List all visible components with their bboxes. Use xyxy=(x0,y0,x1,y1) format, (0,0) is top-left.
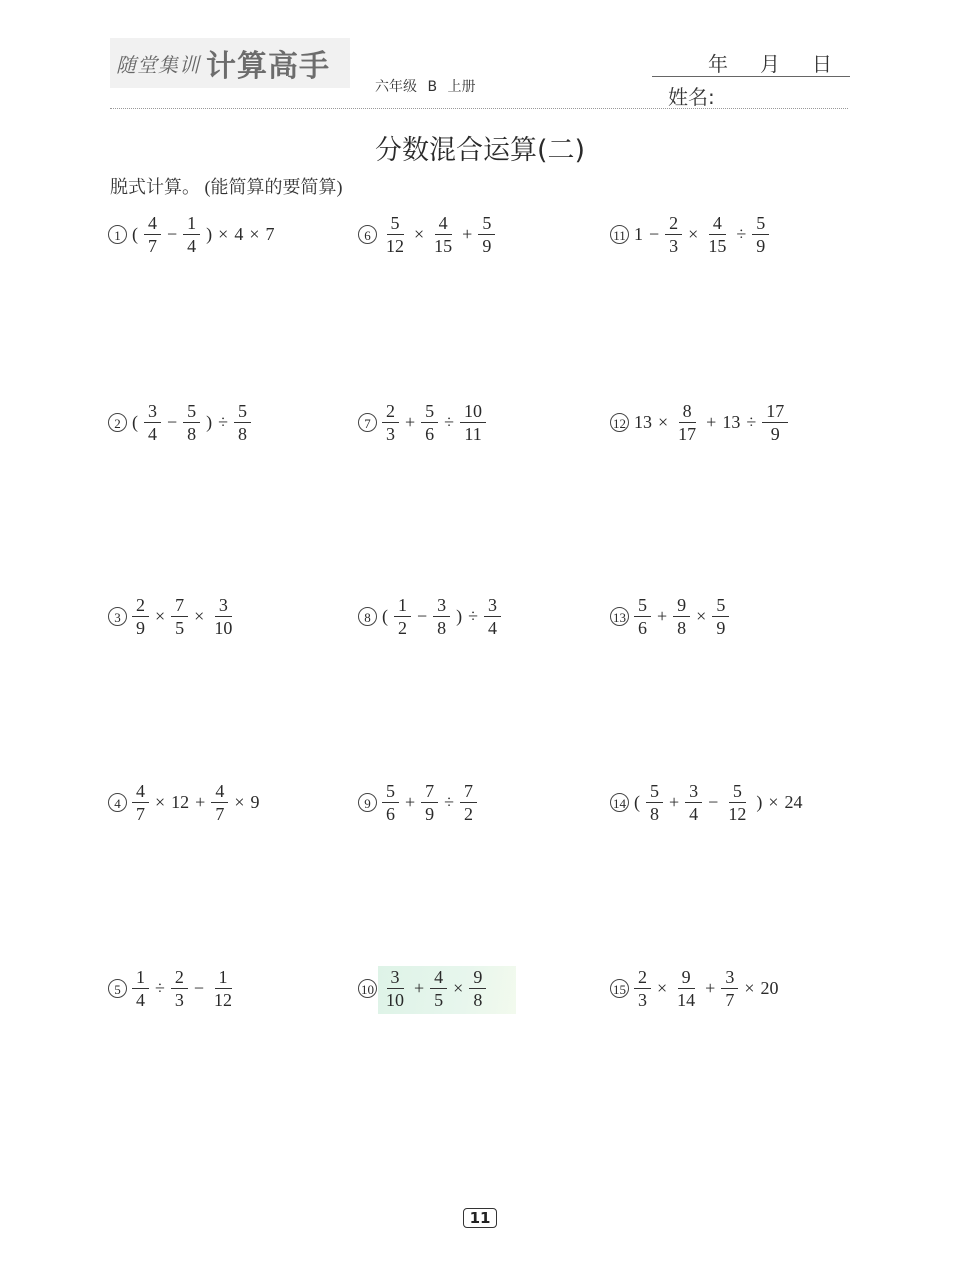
problem-number: 15 xyxy=(610,979,629,998)
numerator: 5 xyxy=(712,596,729,617)
numerator: 2 xyxy=(132,596,149,617)
problem-4 xyxy=(108,782,262,823)
numerator: 1 xyxy=(183,214,200,235)
fraction xyxy=(484,596,501,637)
operator: ( xyxy=(382,606,388,626)
numerator: 3 xyxy=(144,402,161,423)
operator: + xyxy=(706,412,717,432)
numerator: 3 xyxy=(484,596,501,617)
operator: + xyxy=(405,792,416,812)
numerator: 5 xyxy=(387,214,404,235)
operator: × xyxy=(688,224,699,244)
numerator: 3 xyxy=(215,596,232,617)
operator: + xyxy=(405,412,416,432)
fraction xyxy=(646,782,663,823)
operator: ( xyxy=(132,412,138,432)
problem-number: 3 xyxy=(108,607,127,626)
operator: + xyxy=(669,792,680,812)
numerator: 4 xyxy=(211,782,228,803)
operator: − xyxy=(167,412,178,432)
numerator: 9 xyxy=(673,596,690,617)
problem-7 xyxy=(358,402,489,443)
denominator: 4 xyxy=(689,804,699,824)
numerator: 3 xyxy=(685,782,702,803)
numerator: 2 xyxy=(171,968,188,989)
operator: ( xyxy=(634,792,640,812)
operator: ÷ xyxy=(444,792,455,812)
numerator: 5 xyxy=(421,402,438,423)
fraction xyxy=(469,968,486,1009)
denominator: 12 xyxy=(386,236,404,256)
integer: 4 xyxy=(234,224,244,244)
denominator: 8 xyxy=(187,424,197,444)
operator: − xyxy=(417,606,428,626)
fraction xyxy=(724,782,750,823)
fraction xyxy=(171,968,188,1009)
numerator: 5 xyxy=(752,214,769,235)
operator: × xyxy=(658,412,669,432)
denominator: 12 xyxy=(214,990,233,1010)
numerator: 10 xyxy=(460,402,486,423)
fraction xyxy=(673,968,699,1009)
page-title: 分数混合运算(二) xyxy=(374,135,586,166)
problem-10 xyxy=(358,968,489,1009)
denominator: 14 xyxy=(677,990,696,1010)
fraction xyxy=(460,782,477,823)
fraction xyxy=(183,214,200,255)
fraction xyxy=(394,596,411,637)
operator: + xyxy=(414,978,425,998)
grade-label: 六年级 B 上册 xyxy=(375,79,476,95)
denominator: 9 xyxy=(482,236,492,256)
fraction xyxy=(430,214,456,255)
operator: × xyxy=(234,792,245,812)
problem-8 xyxy=(358,596,504,637)
denominator: 3 xyxy=(386,424,395,444)
denominator: 7 xyxy=(148,236,157,256)
denominator: 7 xyxy=(725,990,735,1010)
fraction xyxy=(673,596,690,637)
fraction xyxy=(421,402,438,443)
numerator: 4 xyxy=(144,214,161,235)
fraction xyxy=(382,402,399,443)
numerator: 5 xyxy=(234,402,251,423)
problem-14 xyxy=(610,782,805,823)
series-subtitle: 随堂集训 xyxy=(116,52,200,77)
operator: ÷ xyxy=(218,412,229,432)
problem-number: 4 xyxy=(108,793,127,812)
operator: × xyxy=(155,606,166,626)
operator: × xyxy=(744,978,755,998)
fraction xyxy=(460,402,486,443)
operator: + xyxy=(195,792,206,812)
denominator: 4 xyxy=(187,236,197,256)
operator: × xyxy=(218,224,229,244)
month-label: 月 xyxy=(760,52,780,76)
numerator: 8 xyxy=(679,402,696,423)
operator: ÷ xyxy=(736,224,747,244)
denominator: 4 xyxy=(488,618,498,638)
denominator: 3 xyxy=(174,990,184,1010)
operator: × xyxy=(696,606,707,626)
numerator: 4 xyxy=(132,782,149,803)
denominator: 7 xyxy=(136,804,145,824)
denominator: 6 xyxy=(638,618,647,638)
fraction xyxy=(132,968,149,1009)
fraction xyxy=(210,968,236,1009)
problem-number: 9 xyxy=(358,793,377,812)
fraction xyxy=(665,214,682,255)
operator: ) xyxy=(206,412,213,432)
fraction xyxy=(762,402,788,443)
problem-number: 8 xyxy=(358,607,377,626)
fraction xyxy=(382,782,399,823)
numerator: 1 xyxy=(215,968,232,989)
numerator: 5 xyxy=(646,782,663,803)
problem-number: 10 xyxy=(358,979,377,998)
numerator: 3 xyxy=(433,596,450,617)
denominator: 15 xyxy=(708,236,727,256)
denominator: 8 xyxy=(677,618,687,638)
fraction xyxy=(478,214,495,255)
operator: − xyxy=(193,978,205,998)
problem-9 xyxy=(358,782,480,823)
operator: ) xyxy=(756,792,763,812)
operator: + xyxy=(657,606,668,626)
denominator: 8 xyxy=(473,990,483,1010)
integer: 13 xyxy=(634,412,652,432)
denominator: 9 xyxy=(136,618,145,638)
operator: − xyxy=(708,792,719,812)
problem-number: 11 xyxy=(610,225,629,244)
integer: 13 xyxy=(722,412,741,432)
numerator: 5 xyxy=(382,782,399,803)
numerator: 1 xyxy=(394,596,411,617)
operator: − xyxy=(649,224,660,244)
numerator: 2 xyxy=(634,968,651,989)
denominator: 12 xyxy=(728,804,747,824)
date-field xyxy=(652,48,850,77)
denominator: 8 xyxy=(238,424,248,444)
operator: − xyxy=(167,224,178,244)
numerator: 4 xyxy=(709,214,726,235)
fraction xyxy=(132,782,149,823)
header-divider xyxy=(110,108,848,109)
fraction xyxy=(210,596,236,637)
numerator: 17 xyxy=(762,402,788,423)
denominator: 10 xyxy=(214,618,233,638)
operator: ) xyxy=(456,606,463,626)
operator: × xyxy=(155,792,166,812)
problem-number: 7 xyxy=(358,413,377,432)
fraction xyxy=(234,402,251,443)
problem-2 xyxy=(108,402,254,443)
denominator: 8 xyxy=(437,618,447,638)
fraction xyxy=(382,968,408,1009)
fraction xyxy=(704,214,730,255)
problem-3 xyxy=(108,596,239,637)
name-field-label: 姓名: xyxy=(668,85,715,109)
fraction xyxy=(421,782,438,823)
numerator: 4 xyxy=(435,214,452,235)
numerator: 4 xyxy=(430,968,447,989)
problem-number: 6 xyxy=(358,225,377,244)
fraction xyxy=(430,968,447,1009)
integer: 24 xyxy=(784,792,803,812)
integer: 12 xyxy=(171,792,190,812)
numerator: 9 xyxy=(678,968,695,989)
operator: × xyxy=(249,224,260,244)
denominator: 10 xyxy=(386,990,404,1010)
fraction xyxy=(183,402,200,443)
series-logo xyxy=(110,38,350,88)
denominator: 9 xyxy=(716,618,726,638)
fraction xyxy=(171,596,188,637)
integer: 20 xyxy=(760,978,779,998)
numerator: 2 xyxy=(665,214,682,235)
instruction-text: 脱式计算。 (能简算的要简算) xyxy=(110,177,343,197)
problem-number: 14 xyxy=(610,793,629,812)
denominator: 6 xyxy=(425,424,435,444)
operator: ( xyxy=(132,224,138,244)
denominator: 8 xyxy=(650,804,659,824)
numerator: 7 xyxy=(421,782,438,803)
fraction xyxy=(752,214,769,255)
integer: 1 xyxy=(634,224,643,244)
fraction xyxy=(674,402,700,443)
fraction xyxy=(433,596,450,637)
fraction xyxy=(211,782,228,823)
fraction xyxy=(634,596,651,637)
operator: ÷ xyxy=(468,606,479,626)
denominator: 4 xyxy=(148,424,157,444)
operator: × xyxy=(453,978,464,998)
denominator: 9 xyxy=(756,236,766,256)
denominator: 2 xyxy=(464,804,474,824)
numerator: 5 xyxy=(478,214,495,235)
problem-12 xyxy=(610,402,791,443)
problem-number: 13 xyxy=(610,607,629,626)
series-title: 计算高手 xyxy=(206,49,330,84)
year-label: 年 xyxy=(708,52,728,76)
denominator: 17 xyxy=(678,424,697,444)
numerator: 5 xyxy=(729,782,746,803)
problem-1 xyxy=(108,214,277,255)
numerator: 3 xyxy=(387,968,404,989)
operator: + xyxy=(705,978,716,998)
operator: × xyxy=(194,606,205,626)
operator: ) xyxy=(206,224,213,244)
problem-number: 1 xyxy=(108,225,127,244)
numerator: 5 xyxy=(183,402,200,423)
denominator: 5 xyxy=(434,990,444,1010)
problem-5 xyxy=(108,968,239,1009)
problem-number: 5 xyxy=(108,979,127,998)
problem-6 xyxy=(358,214,498,255)
page-number: 11 xyxy=(463,1208,497,1228)
denominator: 4 xyxy=(136,990,145,1010)
fraction xyxy=(634,968,651,1009)
problem-number: 2 xyxy=(108,413,127,432)
denominator: 15 xyxy=(434,236,453,256)
fraction xyxy=(685,782,702,823)
operator: + xyxy=(462,224,473,244)
denominator: 9 xyxy=(425,804,435,824)
numerator: 7 xyxy=(460,782,477,803)
integer: 9 xyxy=(250,792,260,812)
fraction xyxy=(144,214,161,255)
problem-15 xyxy=(610,968,781,1009)
problem-11 xyxy=(610,214,772,255)
numerator: 2 xyxy=(382,402,399,423)
denominator: 2 xyxy=(398,618,407,638)
integer: 7 xyxy=(265,224,275,244)
fraction xyxy=(132,596,149,637)
operator: ÷ xyxy=(155,978,165,998)
numerator: 3 xyxy=(721,968,738,989)
denominator: 9 xyxy=(770,424,780,444)
operator: ÷ xyxy=(444,412,455,432)
problem-13 xyxy=(610,596,732,637)
denominator: 11 xyxy=(464,424,482,444)
numerator: 9 xyxy=(469,968,486,989)
denominator: 3 xyxy=(638,990,647,1010)
denominator: 7 xyxy=(215,804,225,824)
numerator: 7 xyxy=(171,596,188,617)
numerator: 5 xyxy=(634,596,651,617)
fraction xyxy=(712,596,729,637)
numerator: 1 xyxy=(132,968,149,989)
denominator: 3 xyxy=(669,236,679,256)
day-label: 日 xyxy=(812,52,832,76)
operator: × xyxy=(414,224,425,244)
denominator: 5 xyxy=(175,618,185,638)
fraction xyxy=(721,968,738,1009)
operator: × xyxy=(768,792,779,812)
operator: ÷ xyxy=(746,412,757,432)
denominator: 6 xyxy=(386,804,395,824)
fraction xyxy=(382,214,408,255)
fraction xyxy=(144,402,161,443)
problem-number: 12 xyxy=(610,413,629,432)
operator: × xyxy=(657,978,668,998)
